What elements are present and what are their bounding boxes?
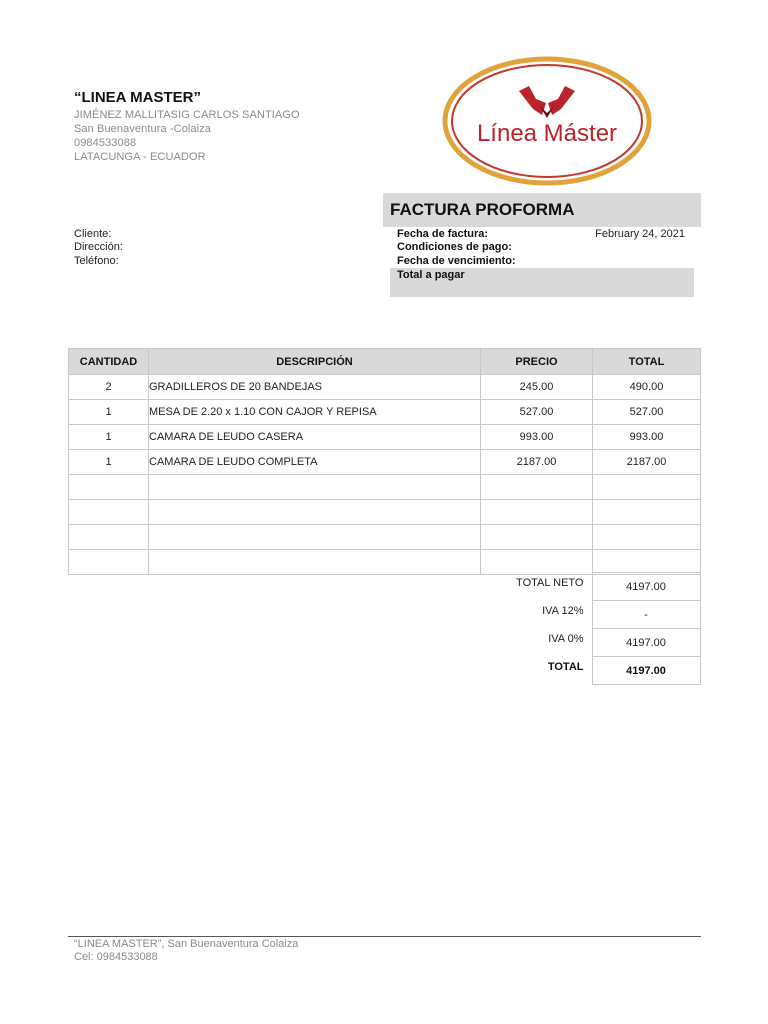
cell-price xyxy=(481,550,593,575)
grand-total-value: 4197.00 xyxy=(592,657,700,685)
company-owner: JIMÉNEZ MALLITASIG CARLOS SANTIAGO xyxy=(74,109,300,121)
totals-row-iva0 xyxy=(480,629,700,657)
cell-quantity xyxy=(69,525,149,550)
cell-quantity: 1 xyxy=(69,425,149,450)
company-logo xyxy=(437,55,657,187)
cell-quantity xyxy=(69,475,149,500)
table-row xyxy=(69,525,701,550)
cell-quantity xyxy=(69,550,149,575)
table-row xyxy=(69,550,701,575)
cell-total: 527.00 xyxy=(593,400,701,425)
cell-price xyxy=(481,500,593,525)
cell-price: 245.00 xyxy=(481,375,593,400)
cell-description xyxy=(149,500,481,525)
cell-total: 993.00 xyxy=(593,425,701,450)
net-total-label: TOTAL NETO xyxy=(516,576,584,589)
grand-total-label: TOTAL xyxy=(547,660,584,673)
address-label: Dirección: xyxy=(74,241,123,253)
table-row xyxy=(69,475,701,500)
iva0-value: 4197.00 xyxy=(592,629,700,657)
totals-row-grand xyxy=(480,657,700,685)
payment-terms-label: Condiciones de pago: xyxy=(397,241,512,253)
footer-company: “LINEA MASTER”, San Buenaventura Colaiza xyxy=(74,938,299,950)
header-total: TOTAL xyxy=(593,349,701,375)
totals-row-iva12 xyxy=(480,601,700,629)
header-price: PRECIO xyxy=(481,349,593,375)
company-phone: 0984533088 xyxy=(74,137,137,149)
phone-label: Teléfono: xyxy=(74,255,119,267)
table-row xyxy=(69,500,701,525)
table-header-row xyxy=(69,349,701,375)
iva12-label: IVA 12% xyxy=(542,604,584,617)
header-description: DESCRIPCIÓN xyxy=(149,349,481,375)
cell-description: MESA DE 2.20 x 1.10 CON CAJOR Y REPISA xyxy=(149,400,481,425)
items-table xyxy=(68,348,701,575)
cell-price xyxy=(481,525,593,550)
invoice-title: FACTURA PROFORMA xyxy=(390,200,575,219)
iva0-label: IVA 0% xyxy=(548,632,584,645)
company-address: San Buenaventura -Colaiza xyxy=(74,123,212,135)
cell-price: 993.00 xyxy=(481,425,593,450)
cell-total xyxy=(593,475,701,500)
due-date-label: Fecha de vencimiento: xyxy=(397,255,516,267)
cell-total xyxy=(593,525,701,550)
iva12-value: - xyxy=(592,601,700,629)
client-label: Cliente: xyxy=(74,228,112,240)
company-city: LATACUNGA - ECUADOR xyxy=(74,151,206,163)
cell-price xyxy=(481,475,593,500)
footer-phone: Cel: 0984533088 xyxy=(74,951,158,963)
cell-description xyxy=(149,525,481,550)
cell-quantity: 1 xyxy=(69,400,149,425)
cell-quantity: 1 xyxy=(69,450,149,475)
cell-description: CAMARA DE LEUDO CASERA xyxy=(149,425,481,450)
table-row xyxy=(69,450,701,475)
cell-price: 527.00 xyxy=(481,400,593,425)
totals-table xyxy=(480,572,701,685)
total-to-pay-bar xyxy=(390,268,694,297)
invoice-date-label: Fecha de factura: xyxy=(397,228,489,240)
invoice-title-bar xyxy=(383,193,701,227)
cell-description xyxy=(149,550,481,575)
net-total-value: 4197.00 xyxy=(592,573,700,601)
table-row xyxy=(69,400,701,425)
cell-total xyxy=(593,500,701,525)
cell-quantity xyxy=(69,500,149,525)
totals-row-net xyxy=(480,573,700,601)
cell-description xyxy=(149,475,481,500)
logo-text: Línea Máster xyxy=(476,120,618,147)
cell-price: 2187.00 xyxy=(481,450,593,475)
header-quantity: CANTIDAD xyxy=(69,349,149,375)
cell-total xyxy=(593,550,701,575)
cell-quantity: 2 xyxy=(69,375,149,400)
company-name: “LINEA MASTER” xyxy=(74,89,201,106)
footer-divider xyxy=(68,936,701,937)
cell-description: GRADILLEROS DE 20 BANDEJAS xyxy=(149,375,481,400)
table-row xyxy=(69,425,701,450)
cell-total: 490.00 xyxy=(593,375,701,400)
table-row xyxy=(69,375,701,400)
cell-description: CAMARA DE LEUDO COMPLETA xyxy=(149,450,481,475)
cell-total: 2187.00 xyxy=(593,450,701,475)
invoice-date-value: February 24, 2021 xyxy=(595,228,685,240)
total-to-pay-label: Total a pagar xyxy=(397,269,465,281)
